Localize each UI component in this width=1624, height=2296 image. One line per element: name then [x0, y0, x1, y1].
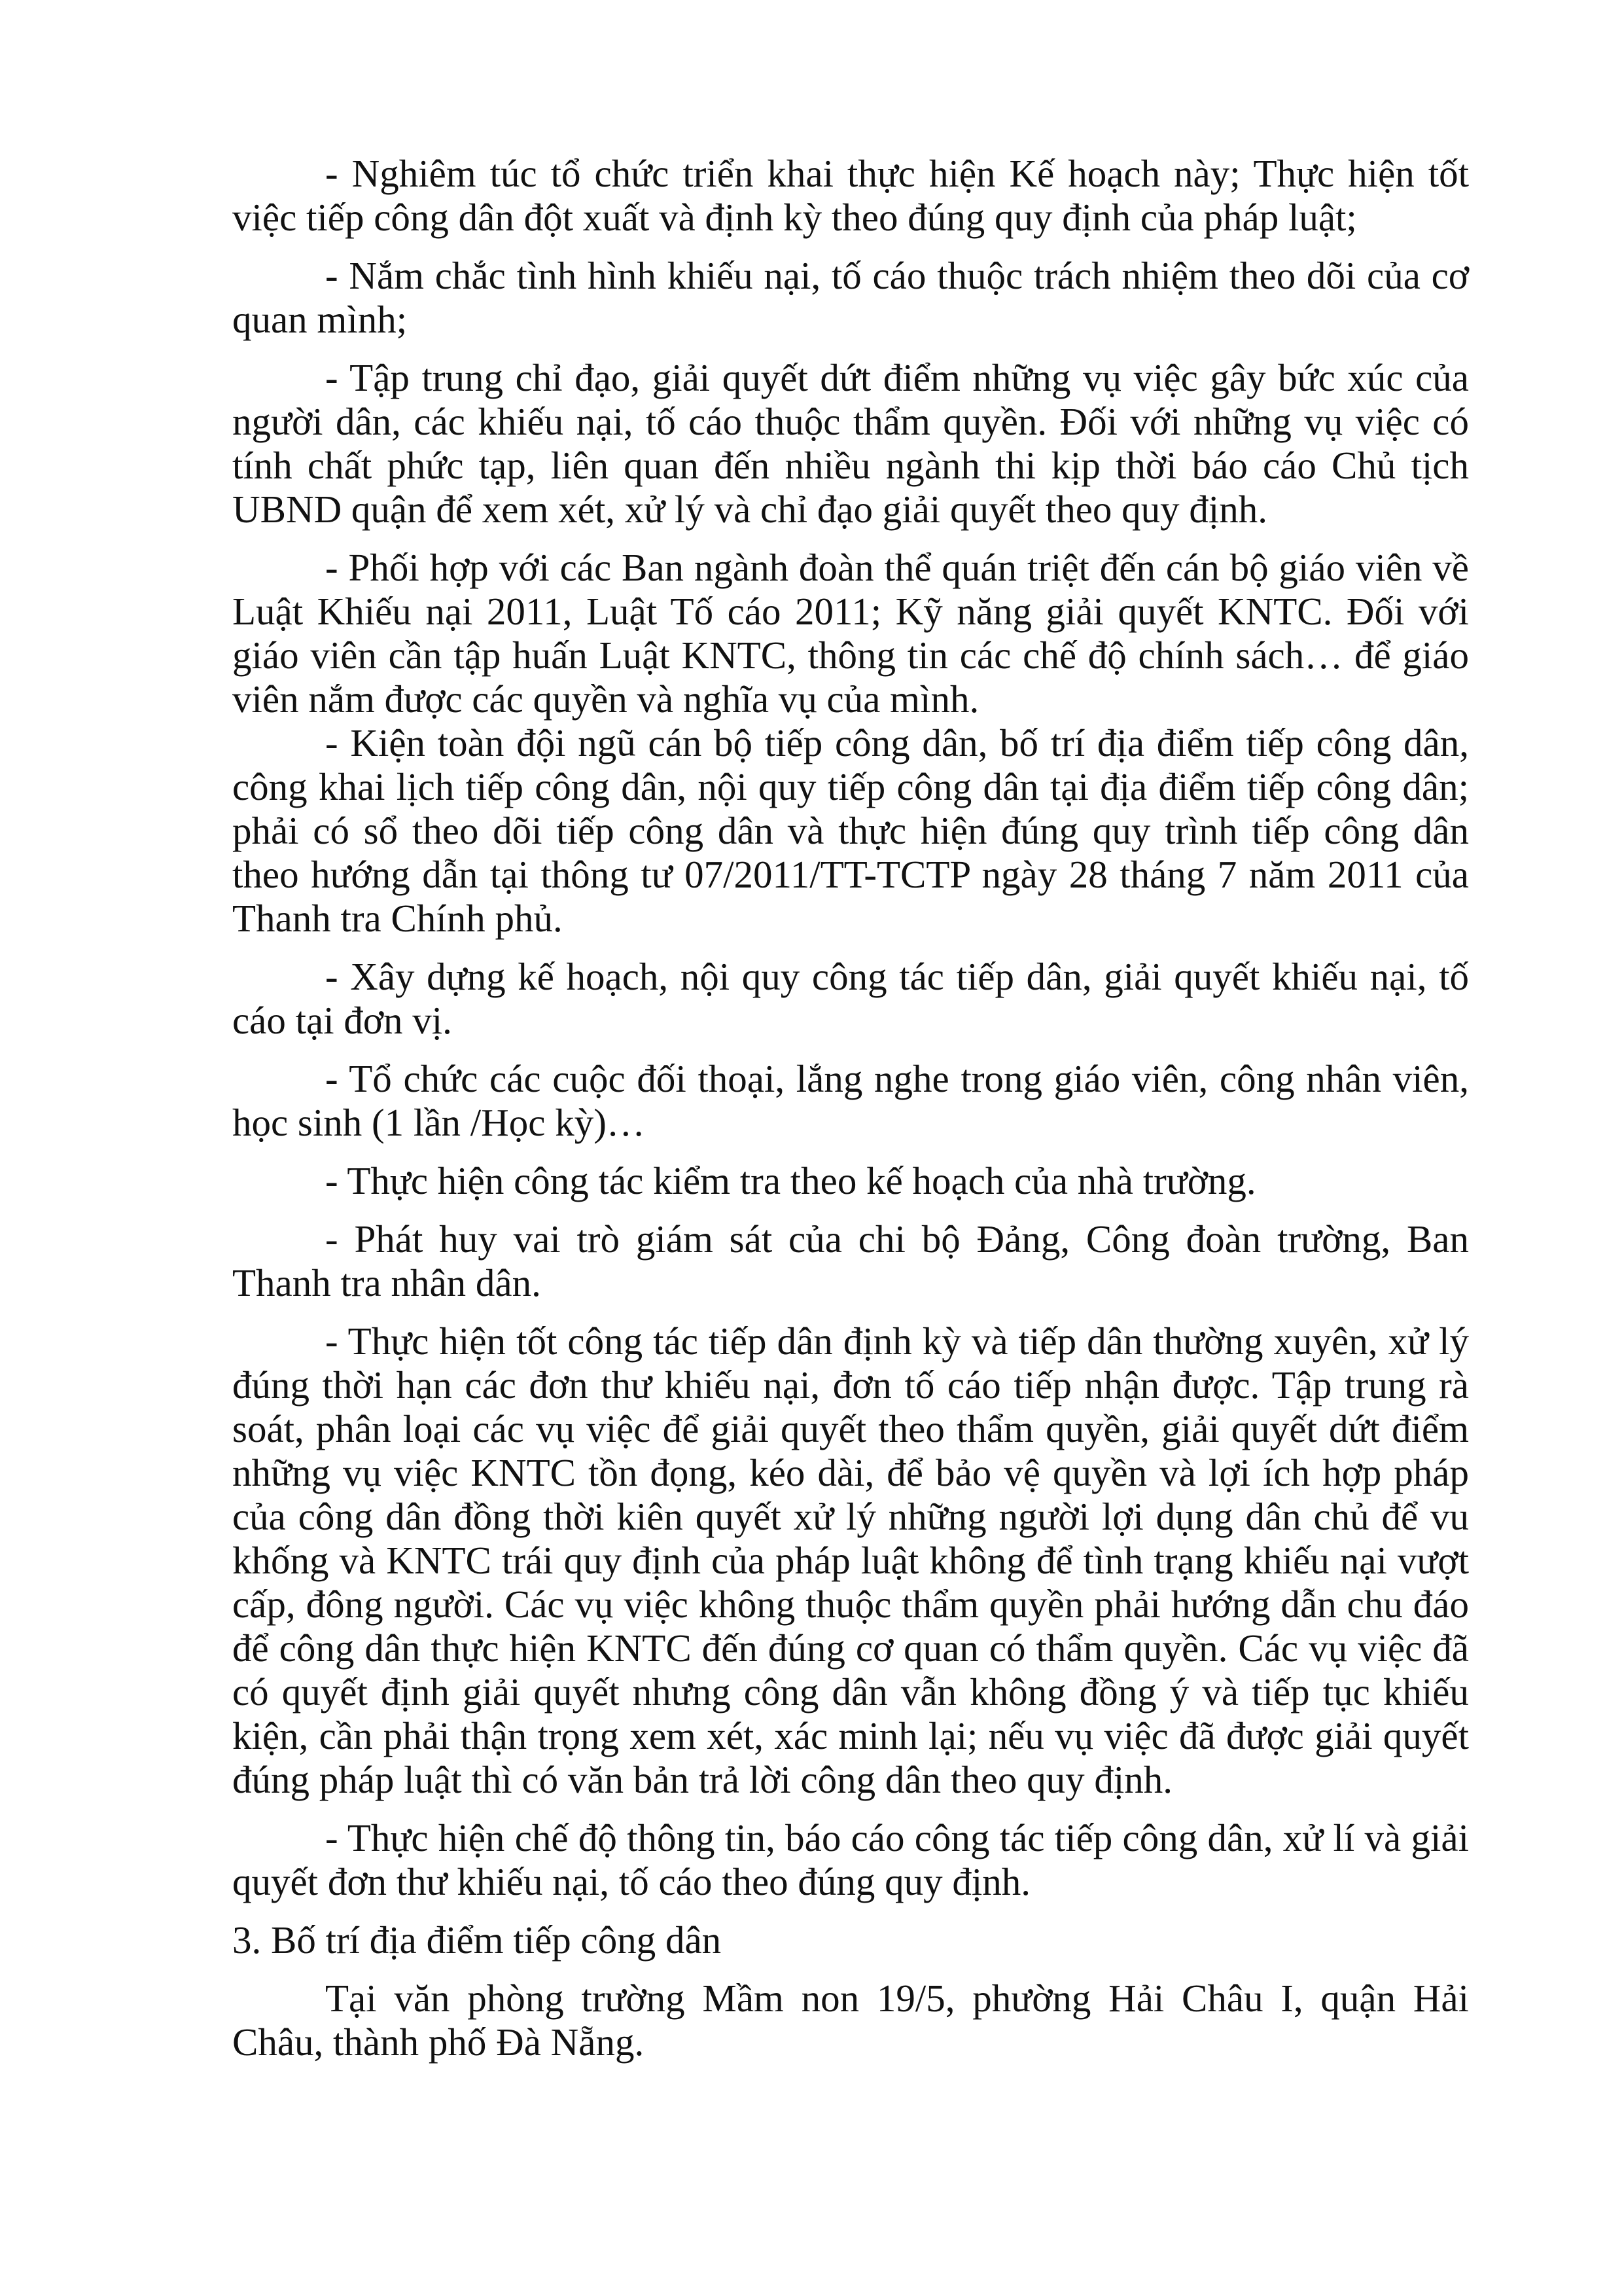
paragraph-implement-plan: - Nghiêm túc tổ chức triển khai thực hiện Kế hoạch này; Thực hiện tốt việc tiếp công dân đột xuất và định kỳ theo đúng quy định của pháp luật; [232, 152, 1469, 239]
paragraph-dialogue: - Tổ chức các cuộc đối thoại, lắng nghe trong giáo viên, công nhân viên, học sinh (1 lần /Học kỳ)… [232, 1057, 1469, 1144]
paragraph-reception-staff: - Kiện toàn đội ngũ cán bộ tiếp công dân, bố trí địa điểm tiếp công dân, công khai lịch tiếp công dân, nội quy tiếp công dân tại địa điểm tiếp công dân; phải có sổ theo dõi tiếp công dân và thực hiện đúng quy trình tiếp công dân theo hướng dẫn tại thông tư 07/2011/TT-TCTP ngày 28 tháng 7 năm 2011 của Thanh tra Chính phủ. [232, 721, 1469, 940]
paragraph-inspection: - Thực hiện công tác kiểm tra theo kế hoạch của nhà trường. [325, 1159, 1256, 1202]
paragraph-build-plan: - Xây dựng kế hoạch, nội quy công tác tiếp dân, giải quyết khiếu nại, tố cáo tại đơn vị. [232, 955, 1469, 1042]
paragraph-supervision: - Phát huy vai trò giám sát của chi bộ Đảng, Công đoàn trường, Ban Thanh tra nhân dân. [232, 1217, 1469, 1304]
paragraph-grasp-complaints: - Nắm chắc tình hình khiếu nại, tố cáo thuộc trách nhiệm theo dõi của cơ quan mình; [232, 254, 1469, 341]
paragraph-coordinate-law: - Phối hợp với các Ban ngành đoàn thể quán triệt đến cán bộ giáo viên về Luật Khiếu nại 2011, Luật Tố cáo 2011; Kỹ năng giải quyết KNTC. Đối với giáo viên cần tập huấn Luật KNTC, thông tin các chế độ chính sách… để giáo viên nắm được các quyền và nghĩa vụ của mình. [232, 546, 1469, 721]
paragraph-location: Tại văn phòng trường Mầm non 19/5, phường Hải Châu I, quận Hải Châu, thành phố Đà Nẵng. [232, 1977, 1469, 2064]
paragraph-focus-resolve: - Tập trung chỉ đạo, giải quyết dứt điểm những vụ việc gây bức xúc của người dân, các khiếu nại, tố cáo thuộc thẩm quyền. Đối với những vụ việc có tính chất phức tạp, liên quan đến nhiều ngành thi kịp thời báo cáo Chủ tịch UBND quận để xem xét, xử lý và chỉ đạo giải quyết theo quy định. [232, 356, 1469, 531]
paragraph-reporting: - Thực hiện chế độ thông tin, báo cáo công tác tiếp công dân, xử lí và giải quyết đơn thư khiếu nại, tố cáo theo đúng quy định. [232, 1816, 1469, 1903]
section-heading: 3. Bố trí địa điểm tiếp công dân [232, 1918, 722, 1962]
document-body [232, 152, 1469, 2079]
paragraph-regular-reception: - Thực hiện tốt công tác tiếp dân định kỳ và tiếp dân thường xuyên, xử lý đúng thời hạn các đơn thư khiếu nại, đơn tố cáo tiếp nhận được. Tập trung rà soát, phân loại các vụ việc để giải quyết theo thẩm quyền, giải quyết dứt điểm những vụ việc KNTC tồn đọng, kéo dài, để bảo vệ quyền và lợi ích hợp pháp của công dân đồng thời kiên quyết xử lý những người lợi dụng dân chủ để vu khống và KNTC trái quy định của pháp luật không để tình trạng khiếu nại vượt cấp, đông người. Các vụ việc không thuộc thẩm quyền phải hướng dẫn chu đáo để công dân thực hiện KNTC đến đúng cơ quan có thẩm quyền. Các vụ việc đã có quyết định giải quyết nhưng công dân vẫn không đồng ý và tiếp tục khiếu kiện, cần phải thận trọng xem xét, xác minh lại; nếu vụ việc đã được giải quyết đúng pháp luật thì có văn bản trả lời công dân theo quy định. [232, 1319, 1469, 1801]
